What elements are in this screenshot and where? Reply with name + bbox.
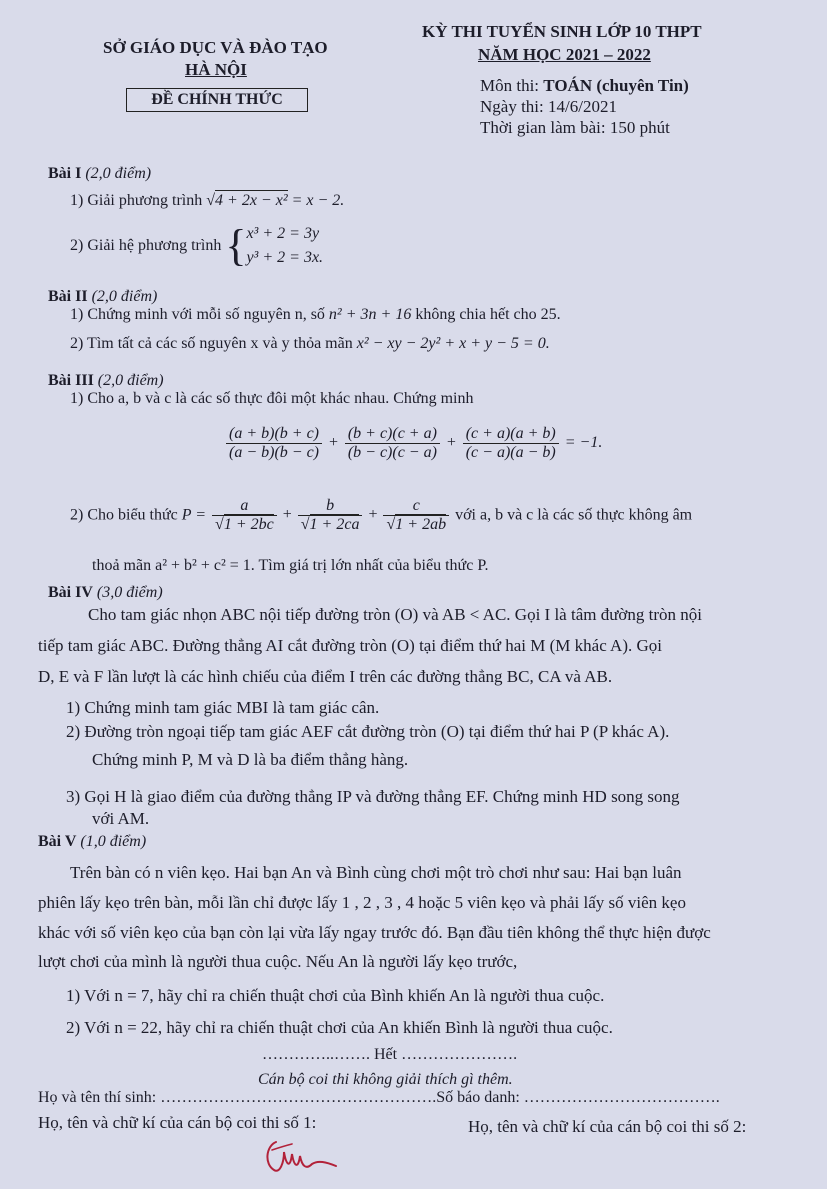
bai4-line2: tiếp tam giác ABC. Đường thẳng AI cắt đường tròn (O) tại điểm thứ hai M (M khác A). Gọi: [38, 636, 662, 655]
bai5-heading: [38, 833, 146, 851]
proctor-note: Cán bộ coi thi không giải thích gì thêm.: [258, 1071, 513, 1088]
end-marker: …………..……. Hết ………………….: [262, 1046, 518, 1063]
supervisor1-signature: [262, 1136, 342, 1178]
bai1-q1-rhs: = x − 2.: [291, 192, 345, 209]
bai5-q1: 1) Với n = 7, hãy chỉ ra chiến thuật chơi của Bình khiến An là người thua cuộc.: [66, 986, 605, 1005]
supervisor1-label: Họ, tên và chữ kí của cán bộ coi thi số 1:: [38, 1113, 317, 1132]
bai1-points: (2,0 điểm): [85, 165, 152, 182]
bai5-q2: 2) Với n = 22, hãy chỉ ra chiến thuật chơi của An khiến Bình là người thua cuộc.: [66, 1018, 613, 1037]
bai4-q2b: Chứng minh P, M và D là ba điểm thẳng hàng.: [92, 750, 409, 769]
bai3-q1-identity: $\frac{(a + b)(b + c)}{(a - b)(b - c)}$ + $\frac{(b + c)(c + a)}{(b - c)(c - a)}$ + $\frac{(c + a)(a + b)}{(c - a)(a - b)}$ = −1.: [224, 425, 602, 462]
bai5-line3: khác với số viên kẹo của bạn còn lại vừa lấy ngay trước đó. Bạn đầu tiên không thể thực hiện được: [38, 923, 711, 942]
bai5-title: Bài V: [38, 833, 77, 850]
bai1-q1-text: 1) Giải phương trình: [70, 192, 203, 209]
bai2-heading: [48, 288, 157, 306]
bai3-q2-tail: với a, b và c là các số thực không âm: [455, 506, 693, 524]
bai1-q2-text: 2) Giải hệ phương trình: [70, 237, 222, 254]
department-name: SỞ GIÁO DỤC VÀ ĐÀO TẠO: [103, 38, 328, 57]
supervisor2-label: Họ, tên và chữ kí của cán bộ coi thi số 2:: [468, 1117, 747, 1136]
bai3-q1: 1) Cho a, b và c là các số thực đôi một khác nhau. Chứng minh: [70, 390, 474, 407]
bai4-title: Bài IV: [48, 584, 93, 601]
bai2-q1: 1) Chứng minh với mỗi số nguyên n, số n² + 3n + 16 không chia hết cho 25.: [70, 306, 561, 323]
bai3-points: (2,0 điểm): [97, 372, 164, 389]
bai2-q2: 2) Tìm tất cả các số nguyên x và y thỏa mãn x² − xy − 2y² + x + y − 5 = 0.: [70, 335, 550, 352]
bai2-q1-tail: không chia hết cho 25.: [415, 306, 561, 323]
bai3-q2-text: 2) Cho biểu thức: [70, 506, 178, 524]
bai5-line4: lượt chơi của mình là người thua cuộc. Nếu An là người lấy kẹo trước,: [38, 952, 518, 971]
bai4-line1: Cho tam giác nhọn ABC nội tiếp đường tròn (O) và AB < AC. Gọi I là tâm đường tròn nội: [88, 605, 703, 624]
bai3-q2-line2: thoả mãn a² + b² + c² = 1. Tìm giá trị lớn nhất của biểu thức P.: [92, 557, 489, 574]
bai1-title: Bài I: [48, 165, 82, 182]
bai5-line1: Trên bàn có n viên kẹo. Hai bạn An và Bình cùng chơi một trò chơi như sau: Hai bạn luân: [70, 863, 682, 882]
bai2-q1-text: 1) Chứng minh với mỗi số nguyên n, số: [70, 306, 325, 323]
bai1-q1-sqrt: √4 + 2x − x²: [206, 192, 288, 209]
official-badge: ĐỀ CHÍNH THỨC: [126, 88, 308, 112]
bai1-heading: [48, 165, 151, 183]
subject-line: [480, 76, 689, 96]
exam-duration: Thời gian làm bài: 150 phút: [480, 118, 670, 137]
bai2-title: Bài II: [48, 288, 88, 305]
bai1-q2: 2) Giải hệ phương trình { x³ + 2 = 3y y³ + 2 = 3x.: [70, 221, 324, 270]
subject-value: TOÁN (chuyên Tin): [543, 76, 689, 95]
subject-label: Môn thi:: [480, 76, 544, 95]
exam-title: KỲ THI TUYỂN SINH LỚP 10 THPT: [422, 22, 702, 41]
candidate-name-line: Họ và tên thí sinh: …………………………………………….Số báo danh: ……………………………….: [38, 1089, 720, 1106]
bai2-q2-text: 2) Tìm tất cả các số nguyên x và y thỏa mãn: [70, 335, 353, 352]
exam-date: Ngày thi: 14/6/2021: [480, 97, 617, 116]
bai5-points: (1,0 điểm): [80, 833, 147, 850]
school-year: NĂM HỌC 2021 – 2022: [478, 45, 651, 64]
bai4-q3a: 3) Gọi H là giao điểm của đường thẳng IP và đường thẳng EF. Chứng minh HD song song: [66, 787, 680, 806]
bai4-points: (3,0 điểm): [96, 584, 163, 601]
bai4-line3: D, E và F lần lượt là các hình chiếu của điểm I trên các đường thẳng BC, CA và AB.: [38, 667, 613, 686]
bai5-line2: phiên lấy kẹo trên bàn, mỗi lần chỉ được lấy 1 , 2 , 3 , 4 hoặc 5 viên kẹo và phải lấy số viên kẹo: [38, 893, 686, 912]
bai3-heading: [48, 372, 164, 390]
bai2-points: (2,0 điểm): [91, 288, 158, 305]
bai4-q2a: 2) Đường tròn ngoại tiếp tam giác AEF cắt đường tròn (O) tại điểm thứ hai P (P khác A).: [66, 722, 670, 741]
bai4-q1: 1) Chứng minh tam giác MBI là tam giác cân.: [66, 698, 380, 717]
bai4-q3b: với AM.: [92, 809, 150, 828]
city-name: HÀ NỘI: [185, 60, 247, 79]
bai3-title: Bài III: [48, 372, 94, 389]
bai1-q1: [70, 192, 344, 210]
bai3-q2: 2) Cho biểu thức P = $\frac{a}{√1 + 2bc}$ + $\frac{b}{√1 + 2ca}$ + $\frac{c}{√1 + 2ab}$ với a, b và c là các số thực không âm: [70, 497, 693, 533]
